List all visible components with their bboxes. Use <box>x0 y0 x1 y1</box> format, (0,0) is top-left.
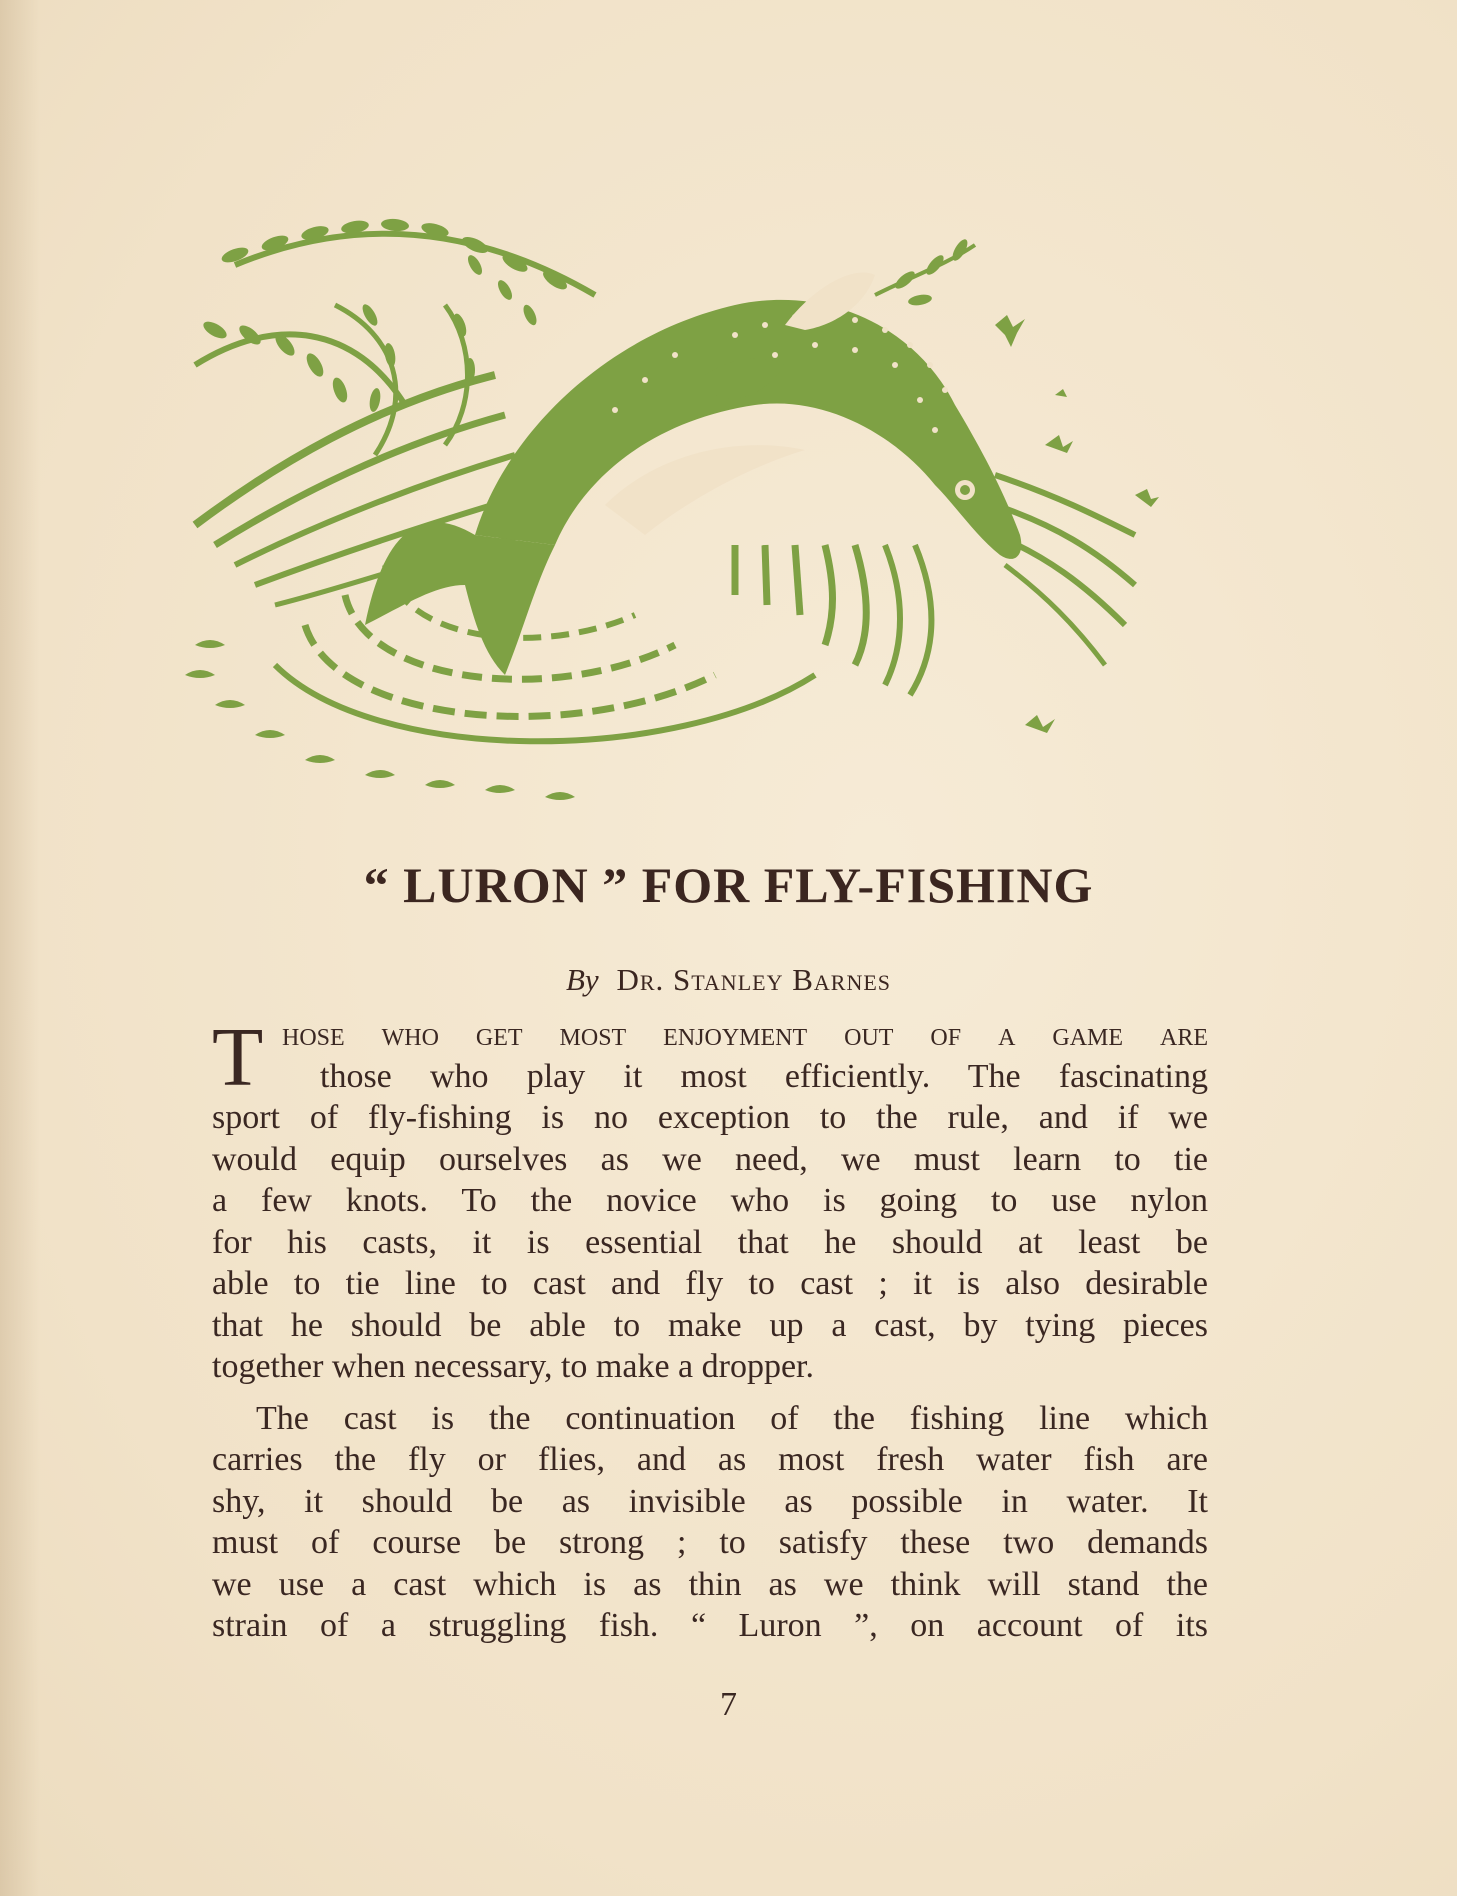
byline-author: Dr. Stanley Barnes <box>616 962 892 997</box>
paragraph-1 <box>212 1011 1208 1388</box>
paragraph-line: those who play it most efficiently. The fascinating <box>320 1057 1208 1095</box>
water-splash-lines <box>185 375 1135 800</box>
byline <box>0 962 1457 998</box>
paragraph-line: strain of a struggling fish. “ Luron ”, on account of its <box>212 1607 1208 1644</box>
paragraph-line: sport of fly-fishing is no exception to the rule, and if we <box>212 1099 1208 1136</box>
paragraph-2 <box>212 1398 1208 1647</box>
paragraph-line: must of course be strong ; to satisfy these two demands <box>212 1524 1208 1561</box>
paragraph-line: for his casts, it is essential that he should at least be <box>212 1223 1208 1261</box>
paragraph-line: would equip ourselves as we need, we must learn to tie <box>212 1140 1208 1178</box>
paragraph-line: we use a cast which is as thin as we think will stand the <box>212 1565 1208 1603</box>
article-body <box>212 1011 1208 1647</box>
page-number: 7 <box>720 1686 737 1723</box>
leaping-trout-illustration <box>175 205 1185 815</box>
article-title: “ LURON ” FOR FLY-FISHING <box>363 857 1094 913</box>
paragraph-line: a few knots. To the novice who is going to use nylon <box>212 1182 1208 1219</box>
paragraph-line: able to tie line to cast and fly to cast ; it is also desirable <box>212 1265 1208 1302</box>
paragraph-line: together when necessary, to make a dropper. <box>212 1348 815 1385</box>
paragraph-line: hose who get most enjoyment out of a game are <box>282 1016 1208 1053</box>
drop-cap: T <box>212 1011 264 1104</box>
byline-by: By <box>565 962 599 997</box>
paragraph-line: shy, it should be as invisible as possible in water. It <box>212 1482 1208 1520</box>
paragraph-line: carries the fly or flies, and as most fresh water fish are <box>212 1441 1208 1478</box>
paragraph-line: The cast is the continuation of the fishing line which <box>256 1399 1208 1437</box>
insect-icon <box>995 315 1159 733</box>
paragraph-line: that he should be able to make up a cast, by tying pieces <box>212 1306 1208 1344</box>
